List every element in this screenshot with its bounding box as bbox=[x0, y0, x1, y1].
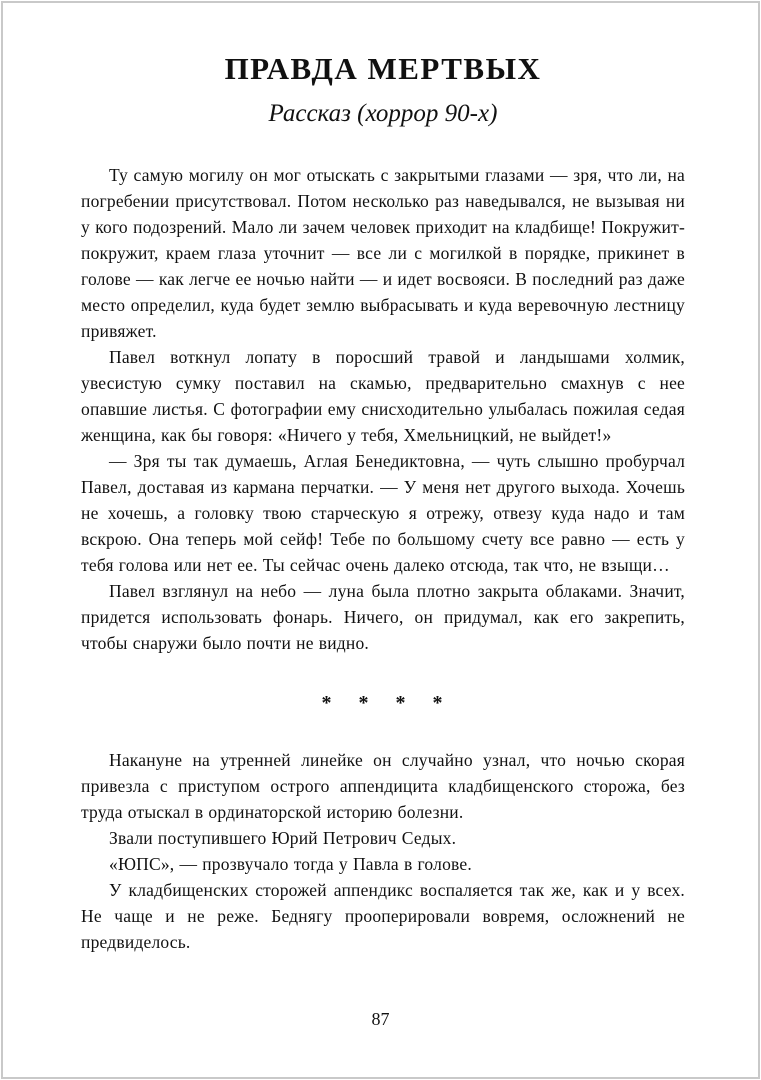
paragraph: «ЮПС», — прозвучало тогда у Павла в голове. bbox=[109, 853, 472, 874]
paragraph: Павел воткнул лопату в поросший травой и ландышами холмик, увесистую сумку поставил на скамью, предварительно смахнув с нее опавшие листья. С фотографии ему снисходительно улыбалась пожилая седая женщина, как бы говоря: «Ничего у тебя, Хмельницкий, не выйдет!» bbox=[81, 346, 685, 445]
paragraph: Звали поступившего Юрий Петрович Седых. bbox=[109, 827, 457, 848]
paragraph: Накануне на утренней линейке он случайно узнал, что ночью скорая привезла с приступом острого аппендицита кладбищенского сторожа, без труда отыскал в ординаторской историю болезни. bbox=[81, 749, 685, 822]
story-title: ПРАВДА МЕРТВЫХ bbox=[224, 51, 542, 86]
text-block bbox=[81, 52, 685, 955]
paragraph: Павел взглянул на небо — луна была плотно закрыта облаками. Значит, придется использовать фонарь. Ничего, он придумал, как его закрепить, чтобы снаружи было почти не видно. bbox=[81, 580, 685, 653]
paragraph: У кладбищенских сторожей аппендикс воспаляется так же, как и у всех. Не чаще и не реже. Беднягу прооперировали вовремя, осложнений не предвиделось. bbox=[81, 879, 685, 952]
paragraph: Ту самую могилу он мог отыскать с закрытыми глазами — зря, что ли, на погребении присутствовал. Потом несколько раз наведывался, не вызывая ни у кого подозрений. Мало ли зачем человек приходит на кладбище! Покружит-покружит, краем глаза уточнит — все ли с могилкой в порядке, прикинет в голове — как легче ее ночью найти — и идет восвояси. В последний раз даже место определил, куда будет землю выбрасывать и куда веревочную лестницу привяжет. bbox=[81, 164, 685, 341]
scene-separator: * * * * bbox=[321, 691, 445, 714]
story-subtitle: Рассказ (хоррор 90-х) bbox=[268, 100, 498, 128]
page-number: 87 bbox=[371, 1009, 390, 1029]
paragraph: — Зря ты так думаешь, Аглая Бенедиктовна, — чуть слышно пробурчал Павел, доставая из кармана перчатки. — У меня нет другого выхода. Хочешь не хочешь, а головку твою старческую я отрежу, отвезу куда надо и там вскрою. Она теперь мой сейф! Тебе по большому счету все равно — есть у тебя голова или нет ее. Ты сейчас очень далеко отсюда, так что, не взыщи… bbox=[81, 450, 685, 575]
story-body bbox=[81, 162, 685, 955]
